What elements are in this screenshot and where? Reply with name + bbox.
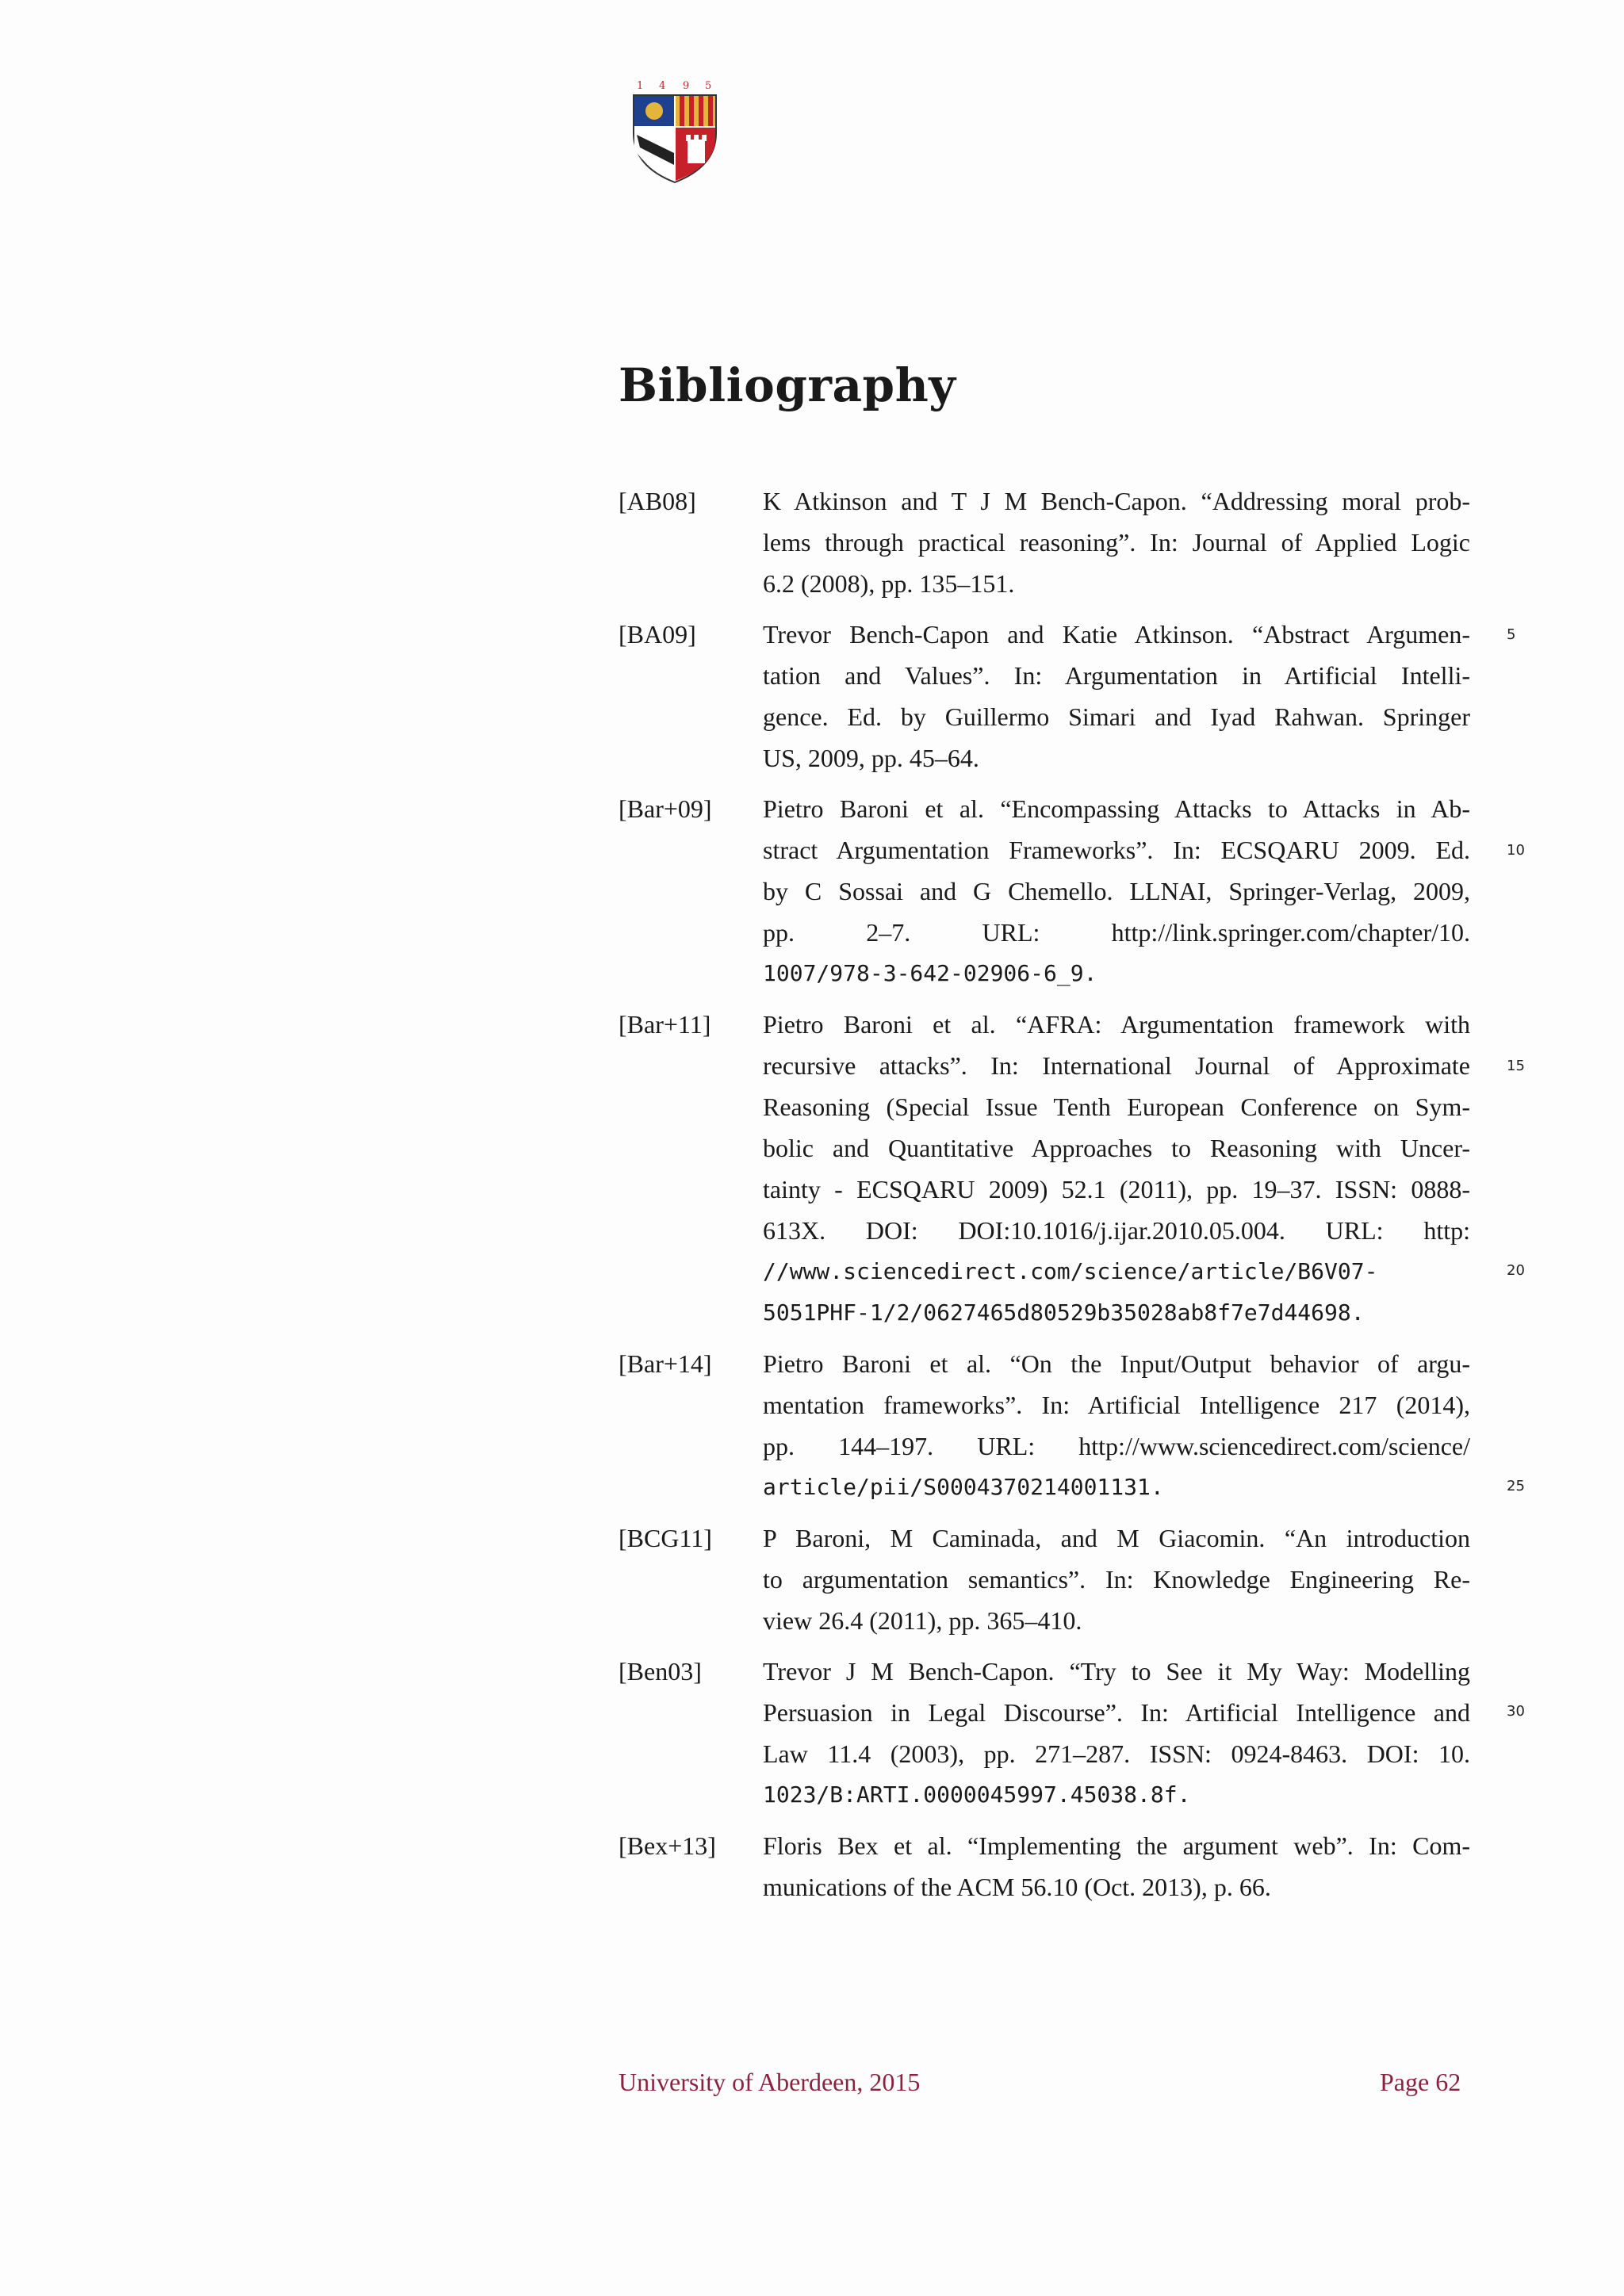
bib-url-link[interactable]: pp. 144–197. URL: http://www.sciencedirect.com/science/	[763, 1432, 1470, 1460]
footer-page-number: Page 62	[1380, 2068, 1461, 2096]
bib-line: stract Argumentation Frameworks”. In: ECSQARU 2009. Ed.	[763, 836, 1470, 864]
bib-line: to argumentation semantics”. In: Knowledge Engineering Re-	[763, 1565, 1470, 1594]
crest-year-digit: 1	[637, 80, 644, 92]
bib-key: [BCG11]	[619, 1524, 712, 1552]
bib-line: mentation frameworks”. In: Artificial Intelligence 217 (2014),	[763, 1391, 1470, 1419]
bib-doi-link[interactable]: 613X. DOI: DOI:10.1016/j.ijar.2010.05.004. URL: http:	[763, 1216, 1470, 1245]
bib-line: P Baroni, M Caminada, and M Giacomin. “An introduction	[763, 1524, 1470, 1552]
bib-line: Trevor J M Bench-Capon. “Try to See it My Way: Modelling	[763, 1657, 1470, 1686]
bib-text	[763, 1651, 1470, 1816]
bib-key: [Ben03]	[619, 1657, 702, 1686]
bib-key: [Bar+09]	[619, 794, 712, 823]
bib-line: US, 2009, pp. 45–64.	[763, 744, 979, 772]
bib-line: lems through practical reasoning”. In: Journal of Applied Logic	[763, 528, 1470, 557]
bib-line: recursive attacks”. In: International Journal of Approximate	[763, 1051, 1470, 1080]
bib-text	[763, 1517, 1470, 1641]
line-number: 15	[1507, 1058, 1525, 1074]
bib-line: K Atkinson and T J M Bench-Capon. “Addressing moral prob-	[763, 487, 1470, 515]
bib-entry	[619, 788, 1475, 994]
bib-line: 6.2 (2008), pp. 135–151.	[763, 569, 1015, 598]
bib-key: [Bar+14]	[619, 1349, 712, 1378]
line-number: 25	[1507, 1478, 1525, 1494]
bib-line: Pietro Baroni et al. “On the Input/Output behavior of argu-	[763, 1349, 1470, 1378]
bib-url-link[interactable]: pp. 2–7. URL: http://link.springer.com/chapter/10.	[763, 918, 1470, 947]
bib-entry	[619, 614, 1475, 779]
crest-year-digit: 5	[705, 80, 712, 92]
bib-text	[763, 480, 1470, 604]
bib-line: Reasoning (Special Issue Tenth European Conference on Sym-	[763, 1093, 1470, 1121]
bibliography-list	[619, 480, 1475, 1917]
bib-text	[763, 788, 1470, 994]
line-number: 20	[1507, 1262, 1525, 1279]
bib-line: view 26.4 (2011), pp. 365–410.	[763, 1606, 1082, 1635]
bib-line: Pietro Baroni et al. “AFRA: Argumentation framework with	[763, 1010, 1470, 1039]
crest-year-digit: 9	[683, 80, 690, 92]
bib-line: gence. Ed. by Guillermo Simari and Iyad Rahwan. Springer	[763, 702, 1470, 731]
line-number: 10	[1507, 842, 1525, 859]
bib-line: bolic and Quantitative Approaches to Reasoning with Uncer-	[763, 1134, 1470, 1162]
bib-key: [Bar+11]	[619, 1010, 711, 1039]
bib-line: munications of the ACM 56.10 (Oct. 2013), p. 66.	[763, 1873, 1271, 1901]
bib-line: by C Sossai and G Chemello. LLNAI, Springer-Verlag, 2009,	[763, 877, 1470, 905]
bib-entry	[619, 1825, 1475, 1908]
bib-text	[763, 1343, 1470, 1508]
bib-entry	[619, 1004, 1475, 1334]
bib-entry	[619, 1517, 1475, 1641]
bib-url-link[interactable]: article/pii/S0004370214001131.	[763, 1474, 1164, 1500]
bib-entry	[619, 480, 1475, 604]
bib-doi-link[interactable]: 1023/B:ARTI.0000045997.45038.8f.	[763, 1781, 1191, 1808]
bib-text	[763, 1825, 1470, 1908]
bib-url-link[interactable]: //www.sciencedirect.com/science/article/B6V07-	[763, 1258, 1378, 1284]
footer-institution: University of Aberdeen, 2015	[619, 2068, 921, 2096]
bib-url-link[interactable]: 1007/978-3-642-02906-6_9.	[763, 960, 1097, 986]
bib-text	[763, 614, 1470, 779]
bib-entry	[619, 1343, 1475, 1508]
bib-key: [BA09]	[619, 620, 696, 649]
bib-url-link[interactable]: 5051PHF-1/2/0627465d80529b35028ab8f7e7d44698.	[763, 1299, 1365, 1326]
bib-line: Trevor Bench-Capon and Katie Atkinson. “Abstract Argumen-	[763, 620, 1470, 649]
bib-line: Pietro Baroni et al. “Encompassing Attacks to Attacks in Ab-	[763, 794, 1470, 823]
bib-doi-link[interactable]: Law 11.4 (2003), pp. 271–287. ISSN: 0924-8463. DOI: 10.	[763, 1739, 1470, 1768]
university-crest-logo	[630, 78, 719, 185]
bib-text	[763, 1004, 1470, 1334]
bib-entry	[619, 1651, 1475, 1816]
bib-key: [Bex+13]	[619, 1831, 716, 1860]
bib-key: [AB08]	[619, 487, 696, 515]
page-title: Bibliography	[619, 358, 956, 412]
bib-line: Persuasion in Legal Discourse”. In: Artificial Intelligence and	[763, 1698, 1470, 1727]
crest-year-digit: 4	[659, 80, 666, 92]
bib-line: tainty - ECSQARU 2009) 52.1 (2011), pp. 19–37. ISSN: 0888-	[763, 1175, 1470, 1203]
bib-line: Floris Bex et al. “Implementing the argument web”. In: Com-	[763, 1831, 1470, 1860]
line-number: 5	[1507, 626, 1516, 643]
bib-line: tation and Values”. In: Argumentation in Artificial Intelli-	[763, 661, 1470, 690]
line-number: 30	[1507, 1703, 1525, 1720]
